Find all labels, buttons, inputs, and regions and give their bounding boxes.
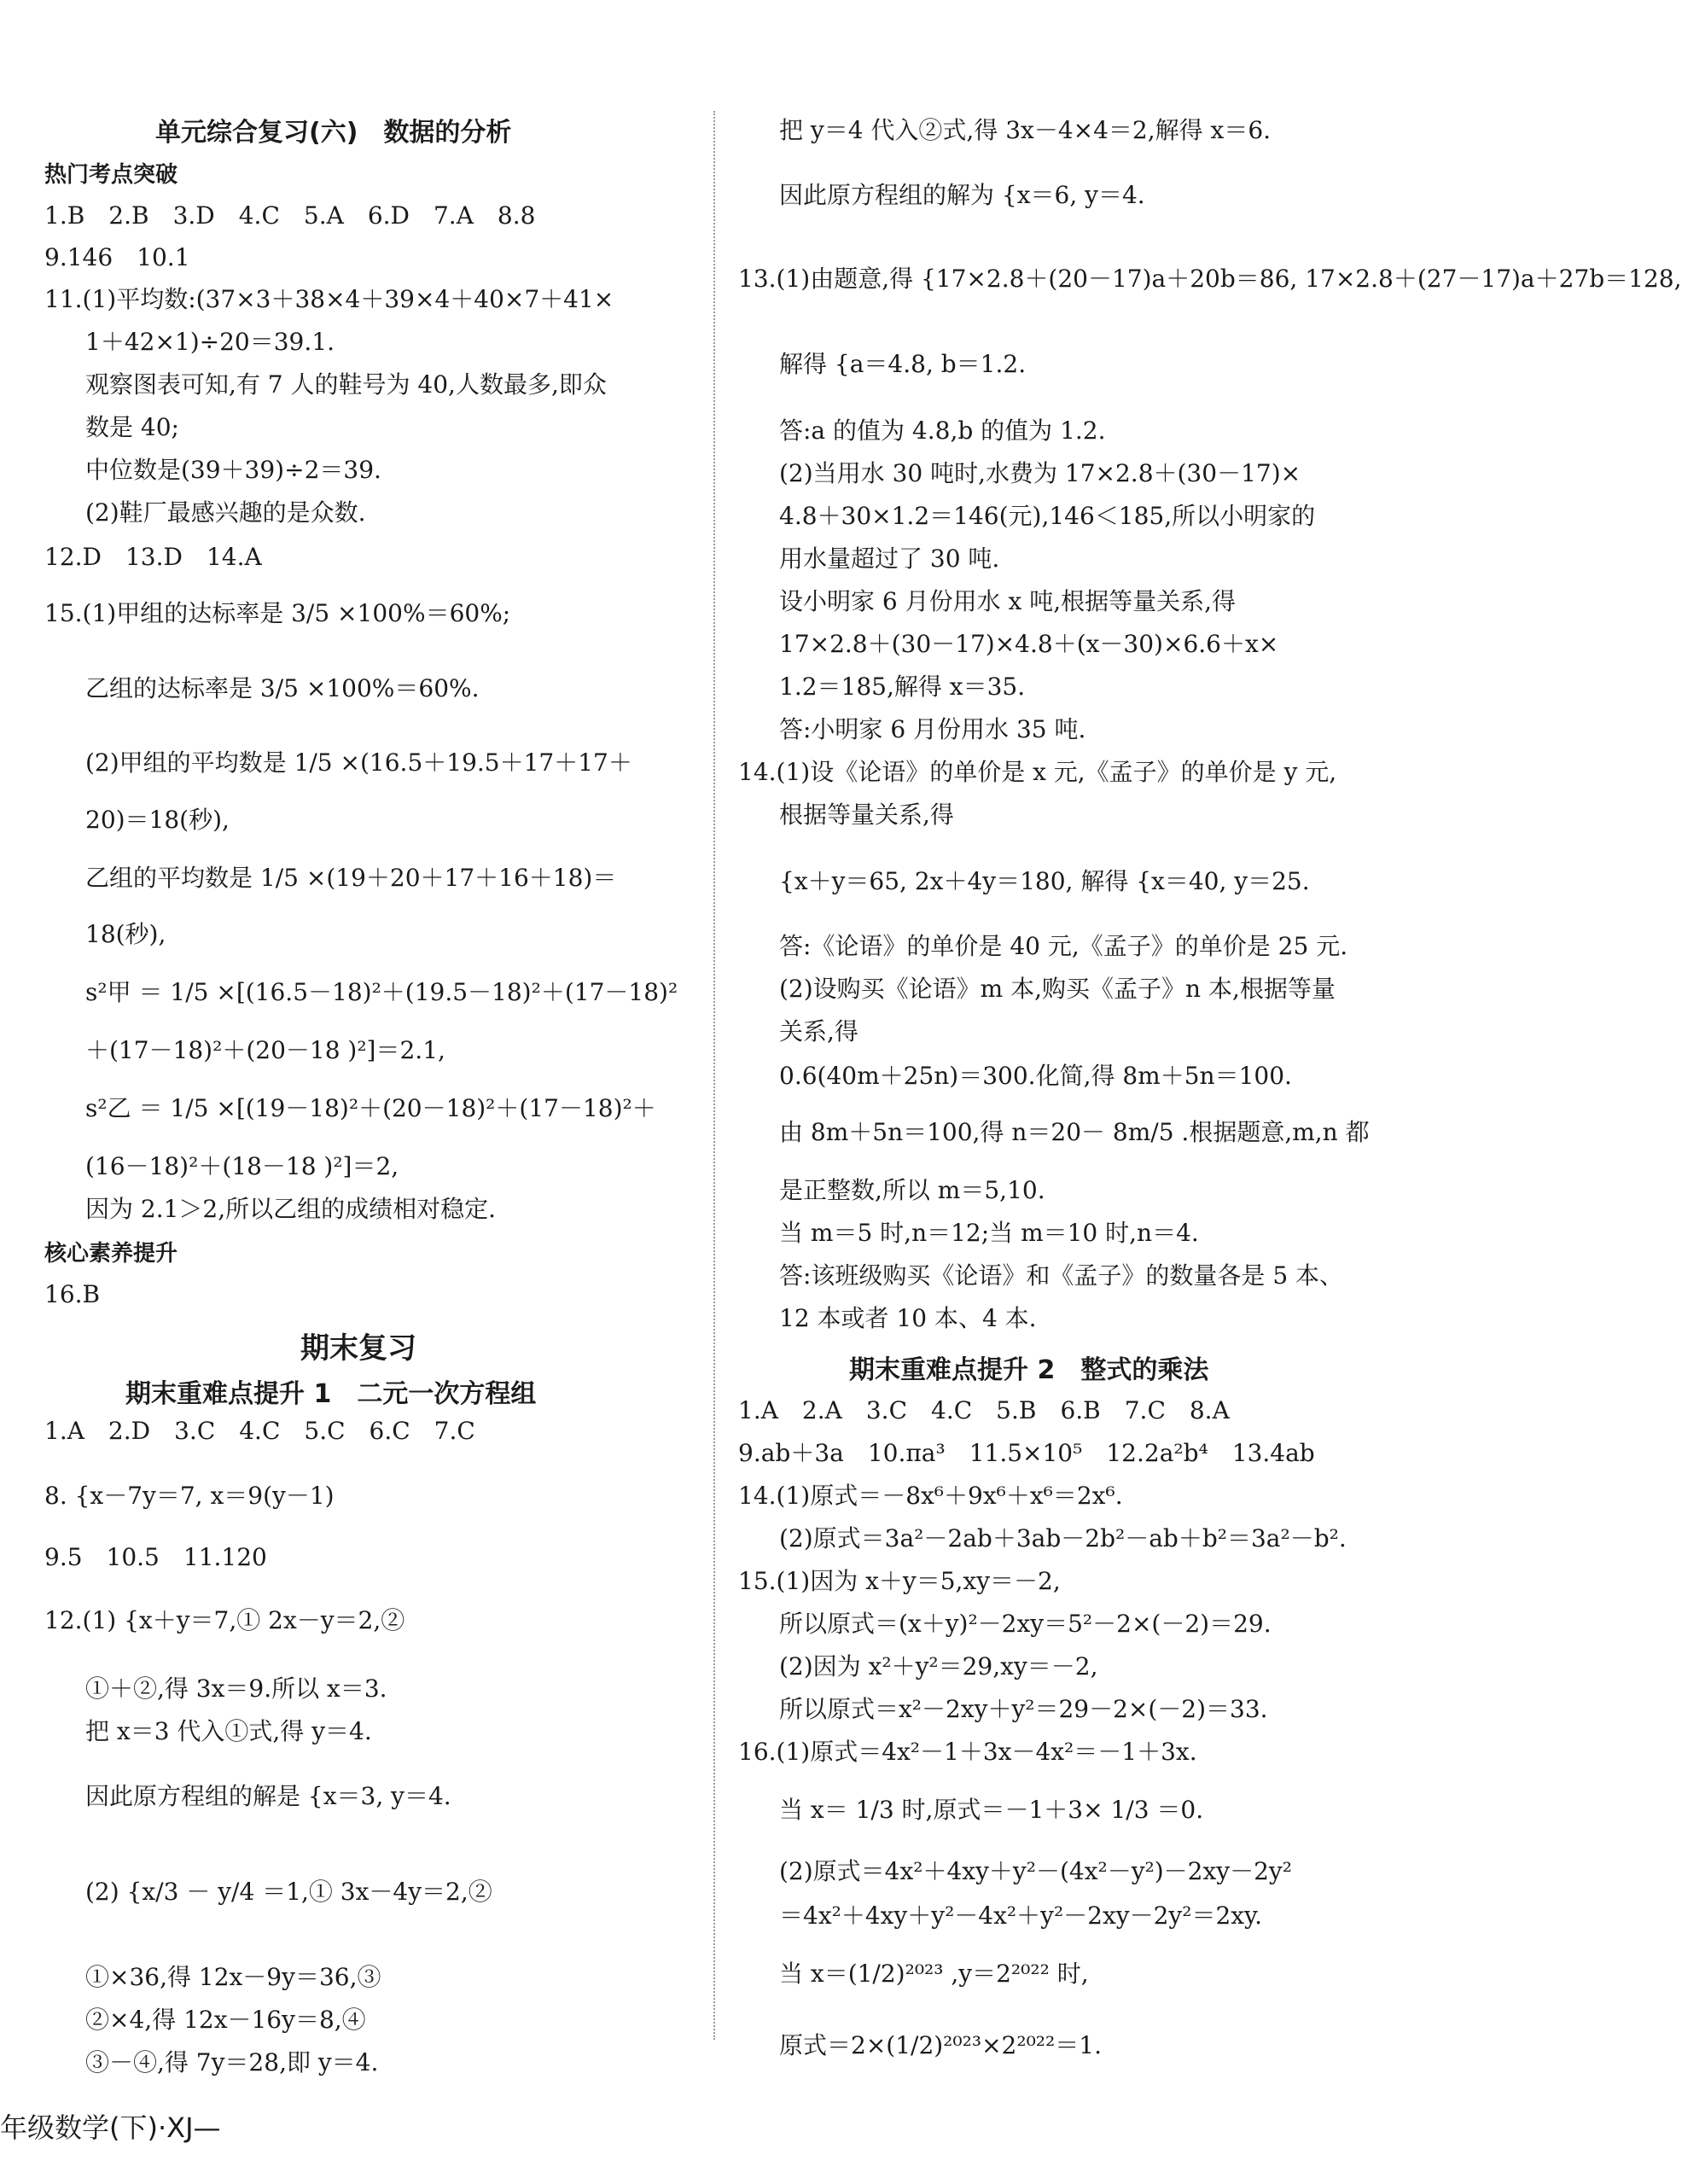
text-line: 因此原方程组的解为 {x＝6, y＝4. (779, 181, 1145, 209)
text-line: 答:《论语》的单价是 40 元,《孟子》的单价是 25 元. (779, 932, 1348, 960)
text-line: 20)＝18(秒), (85, 806, 230, 834)
column-divider (713, 111, 715, 2040)
text-line: 设小明家 6 月份用水 x 吨,根据等量关系,得 (779, 587, 1237, 615)
text-line: (2)当用水 30 吨时,水费为 17×2.8＋(30－17)× (779, 459, 1301, 487)
text-line: 0.6(40m＋25n)＝300.化简,得 8m＋5n＝100. (779, 1062, 1292, 1090)
text-line: 1＋42×1)÷20＝39.1. (85, 328, 335, 356)
page-footer: 年级数学(下)·XJ— (0, 2111, 221, 2144)
text-line: ＋(17－18)²＋(20－18 )²]＝2.1, (85, 1036, 445, 1064)
text-line: 1.B 2.B 3.D 4.C 5.A 6.D 7.A 8.8 (44, 201, 536, 230)
text-line: (16－18)²＋(18－18 )²]＝2, (85, 1152, 399, 1180)
text-line: 9.5 10.5 11.120 (44, 1543, 267, 1571)
text-line: 根据等量关系,得 (779, 801, 954, 829)
text-line: 15.(1)因为 x＋y＝5,xy＝－2, (738, 1567, 1061, 1595)
text-line: 16.(1)原式＝4x²－1＋3x－4x²＝－1＋3x. (738, 1738, 1197, 1766)
text-line: 8. {x－7y＝7, x＝9(y－1) (44, 1482, 335, 1510)
text-line: 11.(1)平均数:(37×3＋38×4＋39×4＋40×7＋41× (44, 285, 614, 313)
text-line: (2)甲组的平均数是 1/5 ×(16.5＋19.5＋17＋17＋ (85, 748, 632, 777)
text-line: {x＋y＝65, 2x＋4y＝180, 解得 {x＝40, y＝25. (779, 867, 1310, 895)
final-sub1: 期末重难点提升 1 二元一次方程组 (125, 1379, 537, 1409)
unit-title: 单元综合复习(六) 数据的分析 (155, 118, 512, 148)
text-line: 当 m＝5 时,n＝12;当 m＝10 时,n＝4. (779, 1219, 1199, 1247)
text-line: 16.B (44, 1280, 101, 1308)
text-line: 12 本或者 10 本、4 本. (779, 1304, 1037, 1332)
text-line: 所以原式＝x²－2xy＋y²＝29－2×(－2)＝33. (779, 1695, 1268, 1723)
text-line: ①＋②,得 3x＝9.所以 x＝3. (85, 1674, 387, 1703)
text-line: 是正整数,所以 m＝5,10. (779, 1176, 1045, 1204)
section-core: 核心素养提升 (44, 1241, 178, 1267)
text-line: 用水量超过了 30 吨. (779, 545, 1000, 573)
text-line: 观察图表可知,有 7 人的鞋号为 40,人数最多,即众 (85, 370, 607, 399)
text-line: (2)原式＝3a²－2ab＋3ab－2b²－ab＋b²＝3a²－b². (779, 1524, 1347, 1552)
text-line: 乙组的达标率是 3/5 ×100%＝60%. (85, 674, 480, 702)
text-line: 原式＝2×(1/2)²⁰²³×2²⁰²²＝1. (779, 2031, 1102, 2059)
text-line: 12.D 13.D 14.A (44, 543, 262, 571)
text-line: 14.(1)设《论语》的单价是 x 元,《孟子》的单价是 y 元, (738, 758, 1337, 786)
text-line: ②×4,得 12x－16y＝8,④ (85, 2006, 366, 2034)
text-line: 把 y＝4 代入②式,得 3x－4×4＝2,解得 x＝6. (779, 116, 1272, 144)
text-line: 18(秒), (85, 920, 166, 948)
text-line: 答:该班级购买《论语》和《孟子》的数量各是 5 本、 (779, 1261, 1344, 1290)
text-line: 乙组的平均数是 1/5 ×(19＋20＋17＋16＋18)＝ (85, 864, 617, 892)
text-line: 解得 {a＝4.8, b＝1.2. (779, 350, 1027, 378)
text-line: s²甲 ＝ 1/5 ×[(16.5－18)²＋(19.5－18)²＋(17－18)² (85, 978, 678, 1006)
text-line: 当 x＝(1/2)²⁰²³ ,y＝2²⁰²² 时, (779, 1960, 1089, 1988)
text-line: 把 x＝3 代入①式,得 y＝4. (85, 1717, 372, 1745)
text-line: (2)设购买《论语》m 本,购买《孟子》n 本,根据等量 (779, 975, 1336, 1003)
text-line: 由 8m＋5n＝100,得 n＝20－ 8m/5 .根据题意,m,n 都 (779, 1118, 1370, 1146)
text-line: 9.ab＋3a 10.πa³ 11.5×10⁵ 12.2a²b⁴ 13.4ab (738, 1439, 1315, 1467)
text-line: 当 x＝ 1/3 时,原式＝－1＋3× 1/3 ＝0. (779, 1796, 1204, 1824)
text-line: s²乙 ＝ 1/5 ×[(19－18)²＋(20－18)²＋(17－18)²＋ (85, 1094, 656, 1122)
text-line: (2)原式＝4x²＋4xy＋y²－(4x²－y²)－2xy－2y² (779, 1857, 1292, 1885)
text-line: 关系,得 (779, 1017, 858, 1045)
text-line: 9.146 10.1 (44, 243, 190, 271)
text-line: (2) {x/3 － y/4 ＝1,① 3x－4y＝2,② (85, 1878, 492, 1906)
text-line: 答:小明家 6 月份用水 35 吨. (779, 715, 1086, 743)
text-line: (2)因为 x²＋y²＝29,xy＝－2, (779, 1652, 1098, 1680)
text-line: 1.A 2.A 3.C 4.C 5.B 6.B 7.C 8.A (738, 1396, 1230, 1424)
text-line: 数是 40; (85, 413, 179, 441)
text-line: 答:a 的值为 4.8,b 的值为 1.2. (779, 416, 1106, 445)
text-line: 中位数是(39＋39)÷2＝39. (85, 456, 381, 484)
text-line: 4.8＋30×1.2＝146(元),146＜185,所以小明家的 (779, 502, 1316, 530)
text-line: 15.(1)甲组的达标率是 3/5 ×100%＝60%; (44, 599, 511, 627)
text-line: ①×36,得 12x－9y＝36,③ (85, 1963, 381, 1991)
text-line: (2)鞋厂最感兴趣的是众数. (85, 498, 366, 527)
text-line: 17×2.8＋(30－17)×4.8＋(x－30)×6.6＋x× (779, 630, 1279, 658)
section-hot: 热门考点突破 (44, 162, 178, 188)
text-line: 因此原方程组的解是 {x＝3, y＝4. (85, 1782, 451, 1810)
text-line: ＝4x²＋4xy＋y²－4x²＋y²－2xy－2y²＝2xy. (779, 1902, 1263, 1930)
final-title: 期末复习 (300, 1331, 416, 1366)
text-line: 14.(1)原式＝－8x⁶＋9x⁶＋x⁶＝2x⁶. (738, 1482, 1123, 1510)
text-line: 12.(1) {x＋y＝7,① 2x－y＝2,② (44, 1606, 405, 1634)
text-line: 13.(1)由题意,得 {17×2.8＋(20－17)a＋20b＝86, 17×2.8＋(27－17)a＋27b＝128, (738, 265, 1682, 293)
text-line: 所以原式＝(x＋y)²－2xy＝5²－2×(－2)＝29. (779, 1610, 1272, 1638)
final-sub2: 期末重难点提升 2 整式的乘法 (849, 1355, 1209, 1385)
text-line: 因为 2.1＞2,所以乙组的成绩相对稳定. (85, 1195, 497, 1223)
text-line: 1.A 2.D 3.C 4.C 5.C 6.C 7.C (44, 1417, 475, 1445)
text-line: ③－④,得 7y＝28,即 y＝4. (85, 2048, 379, 2076)
text-line: 1.2＝185,解得 x＝35. (779, 673, 1026, 701)
